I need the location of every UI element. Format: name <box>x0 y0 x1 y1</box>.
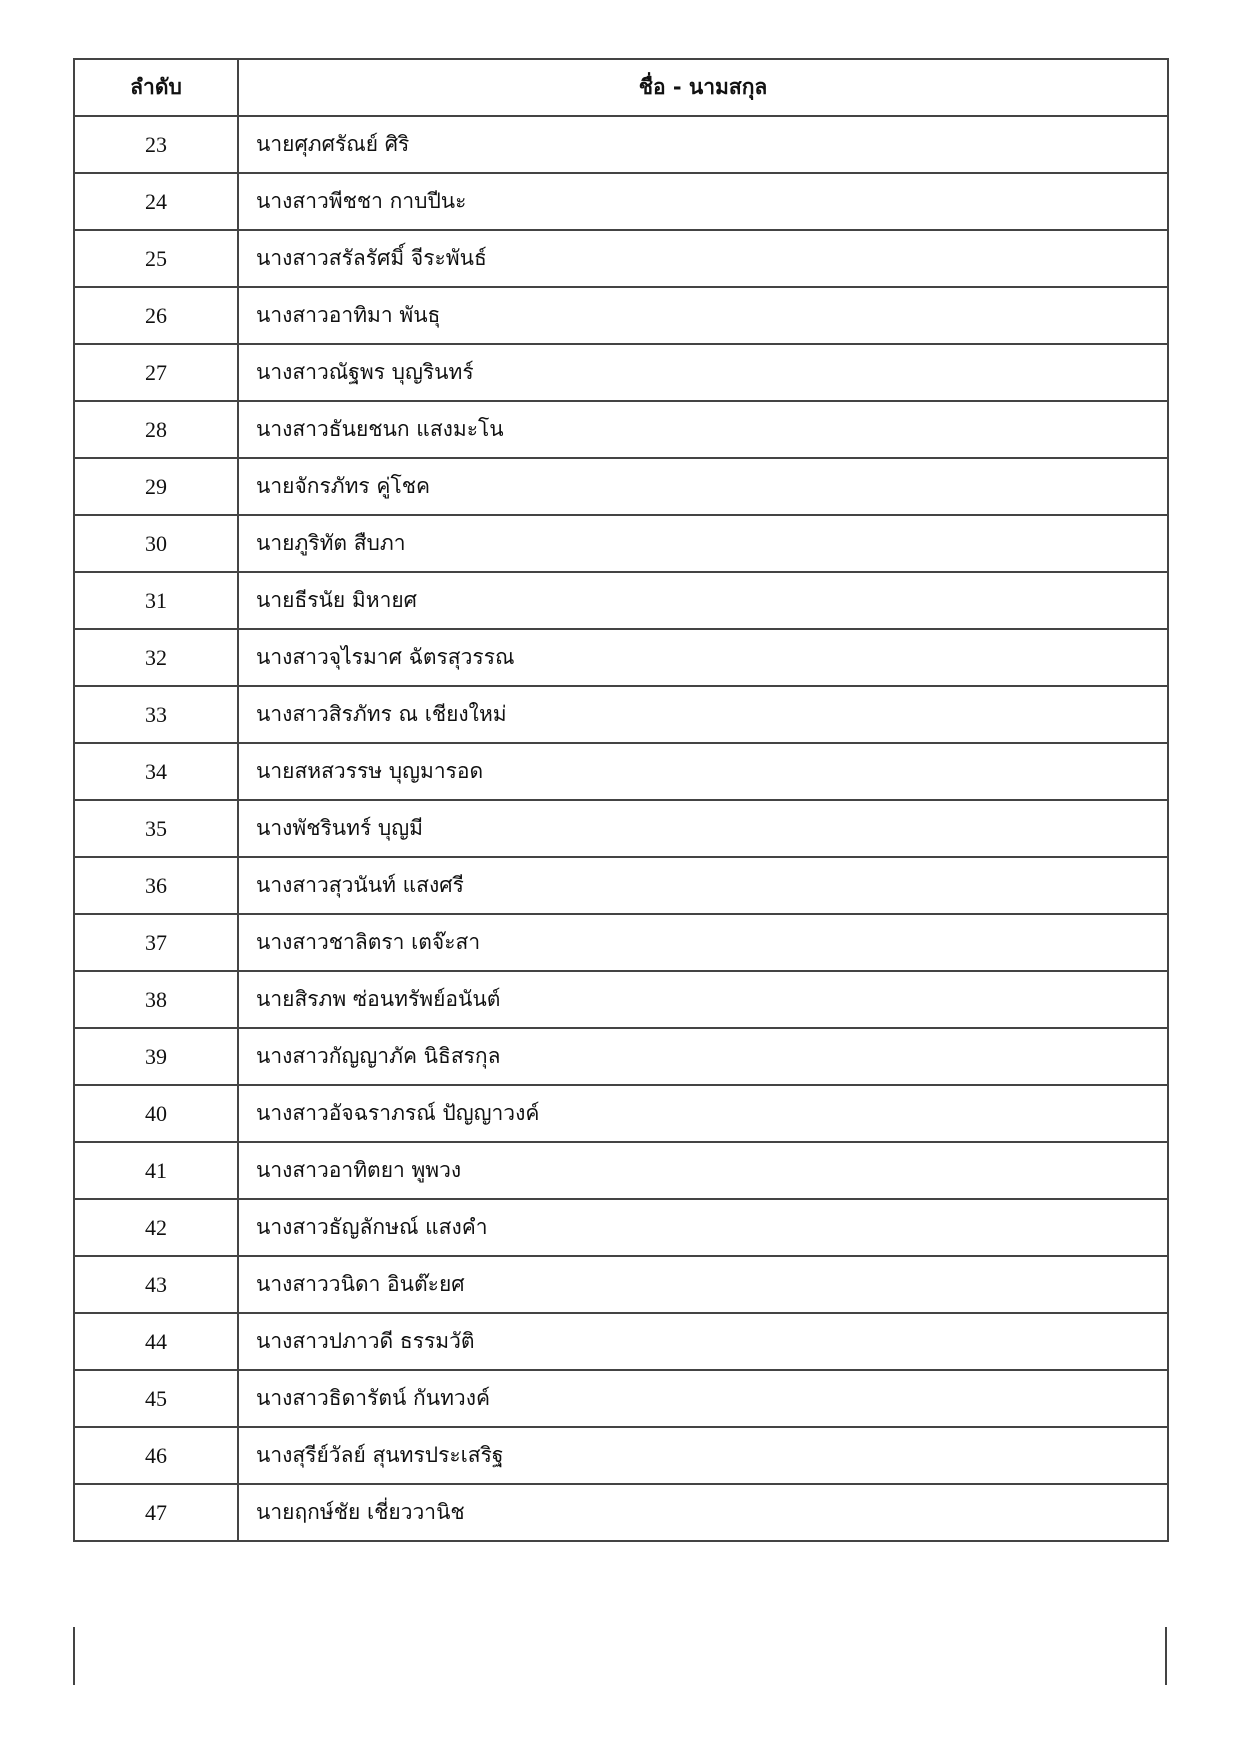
row-number: 30 <box>74 515 238 572</box>
row-fullname: นายจักรภัทร คู่โชค <box>238 458 1168 515</box>
row-number: 27 <box>74 344 238 401</box>
table-row <box>74 173 1168 230</box>
row-fullname: นายภูริทัต สืบภา <box>238 515 1168 572</box>
row-number: 41 <box>74 1142 238 1199</box>
table-row <box>74 1028 1168 1085</box>
row-number: 43 <box>74 1256 238 1313</box>
row-number: 47 <box>74 1484 238 1541</box>
table-row <box>74 1427 1168 1484</box>
row-fullname: นางสาวธัญลักษณ์ แสงคำ <box>238 1199 1168 1256</box>
table-row <box>74 401 1168 458</box>
row-fullname: นายฤกษ์ชัย เชี่ยววานิช <box>238 1484 1168 1541</box>
table-row <box>74 629 1168 686</box>
row-number: 38 <box>74 971 238 1028</box>
table-row <box>74 743 1168 800</box>
table-continuation-edge <box>73 1627 1167 1685</box>
row-fullname: นางสาววนิดา อินต๊ะยศ <box>238 1256 1168 1313</box>
row-fullname: นางสาวกัญญาภัค นิธิสรกุล <box>238 1028 1168 1085</box>
table-row <box>74 1256 1168 1313</box>
table-row <box>74 686 1168 743</box>
row-fullname: นางสาวสุวนันท์ แสงศรี <box>238 857 1168 914</box>
row-number: 33 <box>74 686 238 743</box>
row-fullname: นางสาวพีชชา กาบปีนะ <box>238 173 1168 230</box>
row-number: 25 <box>74 230 238 287</box>
row-fullname: นางสาวณัฐพร บุญรินทร์ <box>238 344 1168 401</box>
row-fullname: นางสาวชาลิตรา เตจ๊ะสา <box>238 914 1168 971</box>
row-number: 24 <box>74 173 238 230</box>
row-number: 42 <box>74 1199 238 1256</box>
row-number: 23 <box>74 116 238 173</box>
table-row <box>74 971 1168 1028</box>
row-fullname: นางสาวธันยชนก แสงมะโน <box>238 401 1168 458</box>
name-list-table <box>73 58 1169 1542</box>
table-row <box>74 515 1168 572</box>
table-row <box>74 1085 1168 1142</box>
column-header-number: ลำดับ <box>74 59 238 116</box>
table-row <box>74 572 1168 629</box>
table-row <box>74 116 1168 173</box>
row-number: 35 <box>74 800 238 857</box>
table-row <box>74 1484 1168 1541</box>
row-number: 31 <box>74 572 238 629</box>
row-fullname: นางสาวสรัลรัศมิ์ จีระพันธ์ <box>238 230 1168 287</box>
row-fullname: นางสาวสิรภัทร ณ เชียงใหม่ <box>238 686 1168 743</box>
row-fullname: นายศุภศรัณย์ ศิริ <box>238 116 1168 173</box>
table-row <box>74 800 1168 857</box>
row-number: 40 <box>74 1085 238 1142</box>
table-row <box>74 1370 1168 1427</box>
row-fullname: นายธีรนัย มิหายศ <box>238 572 1168 629</box>
table-row <box>74 1142 1168 1199</box>
row-fullname: นายสหสวรรษ บุญมารอด <box>238 743 1168 800</box>
table-row <box>74 857 1168 914</box>
row-number: 28 <box>74 401 238 458</box>
row-number: 37 <box>74 914 238 971</box>
row-number: 46 <box>74 1427 238 1484</box>
row-fullname: นางสาวธิดารัตน์ กันทวงค์ <box>238 1370 1168 1427</box>
row-number: 44 <box>74 1313 238 1370</box>
table-row <box>74 287 1168 344</box>
row-fullname: นางสาวปภาวดี ธรรมวัติ <box>238 1313 1168 1370</box>
row-number: 32 <box>74 629 238 686</box>
table-body <box>74 116 1168 1541</box>
row-fullname: นางสาวอาทิตยา พูพวง <box>238 1142 1168 1199</box>
column-header-name: ชื่อ - นามสกุล <box>238 59 1168 116</box>
row-fullname: นายสิรภพ ซ่อนทรัพย์อนันต์ <box>238 971 1168 1028</box>
table-row <box>74 1313 1168 1370</box>
row-fullname: นางสาวอัจฉราภรณ์ ปัญญาวงค์ <box>238 1085 1168 1142</box>
row-number: 26 <box>74 287 238 344</box>
table-row <box>74 344 1168 401</box>
row-number: 39 <box>74 1028 238 1085</box>
row-number: 34 <box>74 743 238 800</box>
row-fullname: นางสุรีย์วัลย์ สุนทรประเสริฐ <box>238 1427 1168 1484</box>
table-row <box>74 230 1168 287</box>
row-number: 36 <box>74 857 238 914</box>
row-number: 45 <box>74 1370 238 1427</box>
row-number: 29 <box>74 458 238 515</box>
row-fullname: นางสาวอาทิมา พันธุ <box>238 287 1168 344</box>
table-row <box>74 1199 1168 1256</box>
table-row <box>74 914 1168 971</box>
table-header-row <box>74 59 1168 116</box>
row-fullname: นางสาวจุไรมาศ ฉัตรสุวรรณ <box>238 629 1168 686</box>
table-row <box>74 458 1168 515</box>
row-fullname: นางพัชรินทร์ บุญมี <box>238 800 1168 857</box>
